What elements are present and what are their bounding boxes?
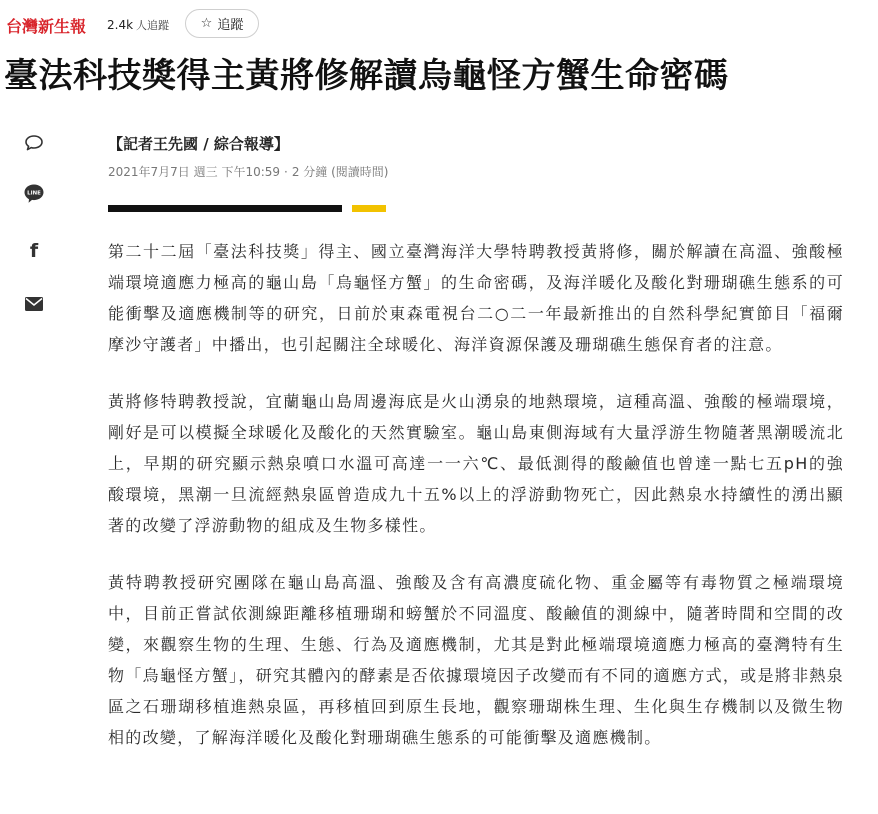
line-icon-text: LINE xyxy=(27,190,41,197)
facebook-icon xyxy=(27,240,41,260)
article-title: 臺法科技獎得主黃將修解讀烏龜怪方蟹生命密碼 xyxy=(4,56,729,96)
facebook-share-button[interactable] xyxy=(20,236,48,264)
follow-label: 追蹤 xyxy=(217,18,244,33)
star-outline-icon: ☆ xyxy=(200,16,213,31)
facebook-icon-text: f xyxy=(29,240,39,260)
article-meta xyxy=(108,163,389,180)
comment-button[interactable] xyxy=(20,129,48,157)
article-paragraph: 第二十二屆「臺法科技獎」得主、國立臺灣海洋大學特聘教授黃將修，關於解讀在高溫、強酸極端環境適應力極高的龜山島「烏龜怪方蟹」的生命密碼，及海洋暖化及酸化對珊瑚礁生態系的可能衝擊及適應機制等的研究，日前於東森電視台二○二一年最新推出的自然科學紀實節目「福爾摩沙守護者」中播出，也引起關注全球暖化、海洋資源保護及珊瑚礁生態保育者的注意。 xyxy=(108,242,844,354)
line-share-button[interactable] xyxy=(20,180,48,208)
article-byline: 【記者王先國 / 綜合報導】 xyxy=(108,135,289,153)
publish-date: 2021年7月7日 週三 下午10:59 xyxy=(108,165,281,179)
divider-yellow-bar xyxy=(352,205,386,212)
line-icon xyxy=(23,183,45,205)
mail-icon xyxy=(24,296,44,312)
meta-separator: · xyxy=(284,165,288,179)
article-paragraph: 黃特聘教授研究團隊在龜山島高溫、強酸及含有高濃度硫化物、重金屬等有毒物質之極端環境中，目前正嘗試依測線距離移植珊瑚和螃蟹於不同溫度、酸鹼值的測線中，隨著時間和空間的改變，來觀察生物的生理、生態、行為及適應機制，尤其是對此極端環境適應力極高的臺灣特有生物「烏龜怪方蟹」，研究其體內的酵素是否依據環境因子改變而有不同的適應方式，或是將非熱泉區之石珊瑚移植進熱泉區，再移植回到原生長地，觀察珊瑚株生理、生化與生存機制以及微生物相的改變，了解海洋暖化及酸化對珊瑚礁生態系的可能衝擊及適應機制。 xyxy=(108,573,844,747)
email-share-button[interactable] xyxy=(20,290,48,318)
article-body xyxy=(108,236,844,779)
follow-button[interactable] xyxy=(185,9,259,38)
divider-black-bar xyxy=(108,205,342,212)
follower-unit: 人追蹤 xyxy=(136,19,170,32)
read-time: 2 分鐘 (閱讀時間) xyxy=(291,165,389,179)
title-divider xyxy=(108,205,386,212)
publisher-logo[interactable]: 台灣新生報 xyxy=(6,17,87,36)
top-bar xyxy=(0,0,878,48)
article-paragraph: 黃將修特聘教授說，宜蘭龜山島周邊海底是火山湧泉的地熱環境，這種高溫、強酸的極端環境，剛好是可以模擬全球暖化及酸化的天然實驗室。龜山島東側海域有大量浮游生物隨著黑潮暖流北上，早期的研究顯示熱泉噴口水溫可高達一一六℃、最低測得的酸鹼值也曾達一點七五pH的強酸環境，黑潮一旦流經熱泉區曾造成九十五%以上的浮游動物死亡，因此熱泉水持續性的湧出顯著的改變了浮游動物的組成及生物多樣性。 xyxy=(108,392,844,535)
comment-icon xyxy=(24,134,44,152)
follower-number: 2.4k xyxy=(107,18,134,32)
follower-count xyxy=(107,17,169,33)
